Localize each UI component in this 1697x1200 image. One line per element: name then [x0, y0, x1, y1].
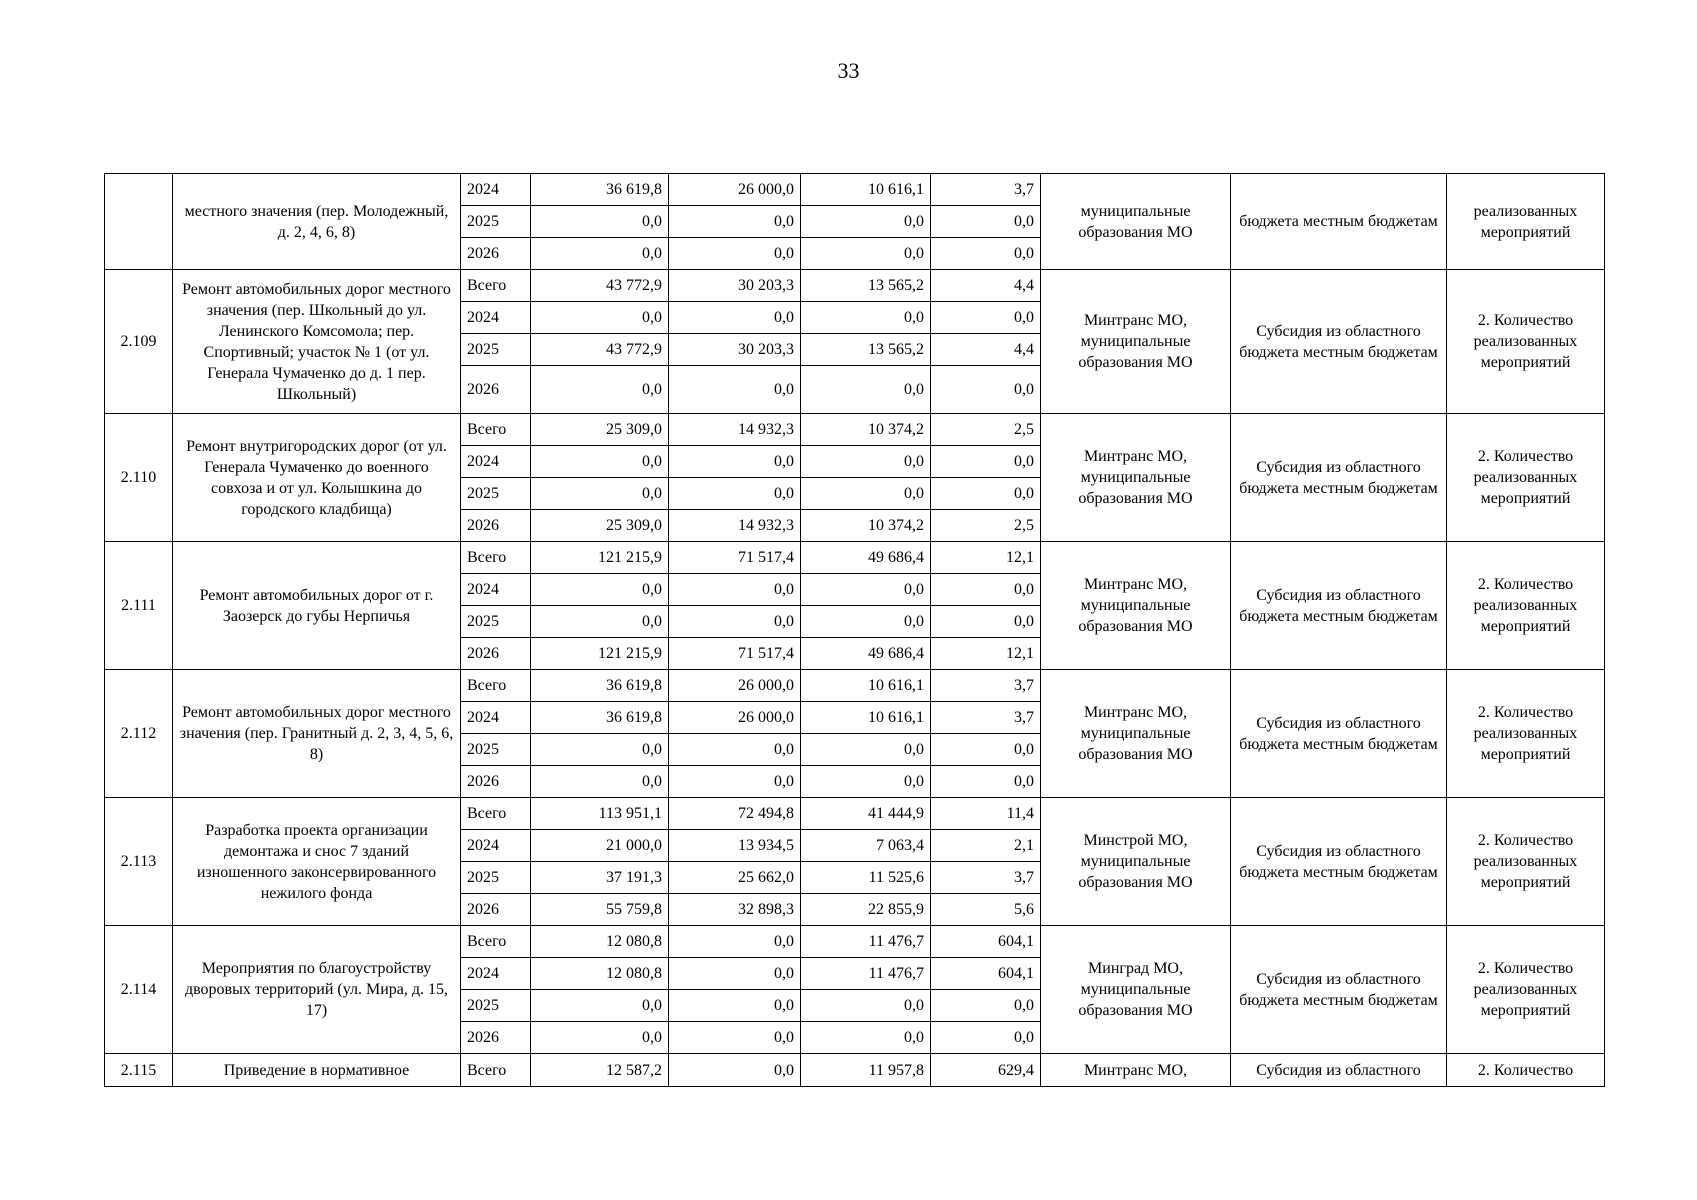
regional-budget-cell: 0,0 [669, 366, 801, 414]
period-cell: 2026 [461, 1022, 531, 1054]
federal-budget-cell: 11 525,6 [801, 862, 931, 894]
federal-budget-cell: 0,0 [801, 302, 931, 334]
period-cell: 2025 [461, 334, 531, 366]
regional-budget-cell: 13 934,5 [669, 830, 801, 862]
local-budget-cell: 4,4 [931, 270, 1041, 302]
total-cell: 0,0 [531, 606, 669, 638]
regional-budget-cell: 26 000,0 [669, 702, 801, 734]
period-cell: 2024 [461, 174, 531, 206]
total-cell: 12 080,8 [531, 926, 669, 958]
total-cell: 0,0 [531, 446, 669, 478]
indicator-cell: 2. Количество реализованных мероприятий [1447, 270, 1605, 414]
federal-budget-cell: 7 063,4 [801, 830, 931, 862]
federal-budget-cell: 0,0 [801, 366, 931, 414]
total-cell: 0,0 [531, 990, 669, 1022]
funding-source-cell: Субсидия из областного [1231, 1054, 1447, 1087]
period-cell: 2025 [461, 606, 531, 638]
total-cell: 43 772,9 [531, 334, 669, 366]
item-name: Ремонт автомобильных дорог местного значения (пер. Школьный до ул. Ленинского Комсомола; пер. Спортивный; участок № 1 (от ул. Генерала Чумаченко до д. 1 пер. Школьный) [173, 270, 461, 414]
federal-budget-cell: 0,0 [801, 238, 931, 270]
indicator-cell: 2. Количество реализованных мероприятий [1447, 798, 1605, 926]
federal-budget-cell: 11 476,7 [801, 958, 931, 990]
total-cell: 36 619,8 [531, 702, 669, 734]
total-cell: 37 191,3 [531, 862, 669, 894]
regional-budget-cell: 0,0 [669, 990, 801, 1022]
local-budget-cell: 0,0 [931, 606, 1041, 638]
total-cell: 121 215,9 [531, 638, 669, 670]
item-name: Мероприятия по благоустройству дворовых территорий (ул. Мира, д. 15, 17) [173, 926, 461, 1054]
local-budget-cell: 0,0 [931, 366, 1041, 414]
local-budget-cell: 3,7 [931, 174, 1041, 206]
indicator-cell: 2. Количество [1447, 1054, 1605, 1087]
federal-budget-cell: 0,0 [801, 574, 931, 606]
total-cell: 43 772,9 [531, 270, 669, 302]
item-number: 2.111 [105, 542, 173, 670]
funding-source-cell: Субсидия из областного бюджета местным бюджетам [1231, 798, 1447, 926]
regional-budget-cell: 0,0 [669, 574, 801, 606]
executor-cell: Минстрой МО, муниципальные образования МО [1041, 798, 1231, 926]
total-cell: 21 000,0 [531, 830, 669, 862]
regional-budget-cell: 0,0 [669, 302, 801, 334]
regional-budget-cell: 72 494,8 [669, 798, 801, 830]
total-cell: 0,0 [531, 478, 669, 510]
federal-budget-cell: 10 374,2 [801, 414, 931, 446]
regional-budget-cell: 25 662,0 [669, 862, 801, 894]
page-number: 33 [837, 58, 860, 83]
local-budget-cell: 0,0 [931, 574, 1041, 606]
item-number [105, 174, 173, 270]
period-cell: Всего [461, 414, 531, 446]
regional-budget-cell: 0,0 [669, 926, 801, 958]
federal-budget-cell: 22 855,9 [801, 894, 931, 926]
period-cell: Всего [461, 798, 531, 830]
federal-budget-cell: 49 686,4 [801, 638, 931, 670]
local-budget-cell: 0,0 [931, 446, 1041, 478]
federal-budget-cell: 13 565,2 [801, 270, 931, 302]
regional-budget-cell: 26 000,0 [669, 670, 801, 702]
funding-source-cell: Субсидия из областного бюджета местным бюджетам [1231, 270, 1447, 414]
regional-budget-cell: 0,0 [669, 958, 801, 990]
federal-budget-cell: 10 616,1 [801, 670, 931, 702]
executor-cell: Минтранс МО, муниципальные образования МО [1041, 270, 1231, 414]
federal-budget-cell: 0,0 [801, 446, 931, 478]
executor-cell: Минтранс МО, муниципальные образования МО [1041, 670, 1231, 798]
local-budget-cell: 0,0 [931, 766, 1041, 798]
table-row [105, 1054, 1605, 1087]
federal-budget-cell: 0,0 [801, 606, 931, 638]
table-row [105, 670, 1605, 702]
regional-budget-cell: 30 203,3 [669, 270, 801, 302]
local-budget-cell: 0,0 [931, 302, 1041, 334]
period-cell: Всего [461, 270, 531, 302]
item-number: 2.112 [105, 670, 173, 798]
regional-budget-cell: 0,0 [669, 1022, 801, 1054]
period-cell: Всего [461, 926, 531, 958]
item-number: 2.110 [105, 414, 173, 542]
table-row [105, 174, 1605, 206]
regional-budget-cell: 14 932,3 [669, 414, 801, 446]
local-budget-cell: 2,5 [931, 510, 1041, 542]
period-cell: 2026 [461, 366, 531, 414]
regional-budget-cell: 26 000,0 [669, 174, 801, 206]
regional-budget-cell: 0,0 [669, 606, 801, 638]
period-cell: 2026 [461, 510, 531, 542]
local-budget-cell: 2,5 [931, 414, 1041, 446]
regional-budget-cell: 14 932,3 [669, 510, 801, 542]
period-cell: 2025 [461, 478, 531, 510]
funding-source-cell: Субсидия из областного бюджета местным бюджетам [1231, 542, 1447, 670]
table-row [105, 542, 1605, 574]
total-cell: 0,0 [531, 1022, 669, 1054]
regional-budget-cell: 32 898,3 [669, 894, 801, 926]
table-row [105, 798, 1605, 830]
funding-source-cell: Субсидия из областного бюджета местным бюджетам [1231, 414, 1447, 542]
federal-budget-cell: 0,0 [801, 206, 931, 238]
regional-budget-cell: 0,0 [669, 478, 801, 510]
executor-cell: Минтранс МО, муниципальные образования МО [1041, 542, 1231, 670]
local-budget-cell: 3,7 [931, 702, 1041, 734]
table-body [105, 174, 1605, 1087]
federal-budget-cell: 13 565,2 [801, 334, 931, 366]
item-number: 2.109 [105, 270, 173, 414]
local-budget-cell: 629,4 [931, 1054, 1041, 1087]
executor-cell: муниципальные образования МО [1041, 174, 1231, 270]
local-budget-cell: 5,6 [931, 894, 1041, 926]
total-cell: 0,0 [531, 206, 669, 238]
period-cell: 2026 [461, 894, 531, 926]
indicator-cell: реализованных мероприятий [1447, 174, 1605, 270]
federal-budget-cell: 11 476,7 [801, 926, 931, 958]
item-name: Ремонт внутригородских дорог (от ул. Генерала Чумаченко до военного совхоза и от ул. Колышкина до городского кладбища) [173, 414, 461, 542]
period-cell: 2025 [461, 990, 531, 1022]
period-cell: 2024 [461, 958, 531, 990]
period-cell: 2025 [461, 862, 531, 894]
period-cell: 2024 [461, 702, 531, 734]
total-cell: 121 215,9 [531, 542, 669, 574]
local-budget-cell: 0,0 [931, 990, 1041, 1022]
indicator-cell: 2. Количество реализованных мероприятий [1447, 542, 1605, 670]
period-cell: Всего [461, 542, 531, 574]
item-number: 2.113 [105, 798, 173, 926]
item-number: 2.115 [105, 1054, 173, 1087]
indicator-cell: 2. Количество реализованных мероприятий [1447, 926, 1605, 1054]
regional-budget-cell: 71 517,4 [669, 638, 801, 670]
local-budget-cell: 0,0 [931, 478, 1041, 510]
local-budget-cell: 0,0 [931, 238, 1041, 270]
local-budget-cell: 0,0 [931, 1022, 1041, 1054]
federal-budget-cell: 49 686,4 [801, 542, 931, 574]
total-cell: 0,0 [531, 766, 669, 798]
local-budget-cell: 604,1 [931, 958, 1041, 990]
total-cell: 12 587,2 [531, 1054, 669, 1087]
local-budget-cell: 604,1 [931, 926, 1041, 958]
period-cell: 2024 [461, 830, 531, 862]
federal-budget-cell: 41 444,9 [801, 798, 931, 830]
federal-budget-cell: 10 616,1 [801, 174, 931, 206]
regional-budget-cell: 0,0 [669, 238, 801, 270]
item-name: Ремонт автомобильных дорог от г. Заозерск до губы Нерпичья [173, 542, 461, 670]
table-row [105, 926, 1605, 958]
regional-budget-cell: 0,0 [669, 1054, 801, 1087]
local-budget-cell: 11,4 [931, 798, 1041, 830]
total-cell: 55 759,8 [531, 894, 669, 926]
regional-budget-cell: 0,0 [669, 206, 801, 238]
local-budget-cell: 12,1 [931, 638, 1041, 670]
total-cell: 36 619,8 [531, 174, 669, 206]
local-budget-cell: 2,1 [931, 830, 1041, 862]
funding-source-cell: Субсидия из областного бюджета местным бюджетам [1231, 926, 1447, 1054]
regional-budget-cell: 30 203,3 [669, 334, 801, 366]
period-cell: 2026 [461, 238, 531, 270]
federal-budget-cell: 11 957,8 [801, 1054, 931, 1087]
period-cell: 2026 [461, 766, 531, 798]
period-cell: 2024 [461, 446, 531, 478]
total-cell: 25 309,0 [531, 510, 669, 542]
federal-budget-cell: 10 374,2 [801, 510, 931, 542]
executor-cell: Минтранс МО, муниципальные образования МО [1041, 414, 1231, 542]
indicator-cell: 2. Количество реализованных мероприятий [1447, 670, 1605, 798]
item-name: местного значения (пер. Молодежный, д. 2, 4, 6, 8) [173, 174, 461, 270]
total-cell: 36 619,8 [531, 670, 669, 702]
regional-budget-cell: 0,0 [669, 446, 801, 478]
item-number: 2.114 [105, 926, 173, 1054]
total-cell: 12 080,8 [531, 958, 669, 990]
regional-budget-cell: 0,0 [669, 734, 801, 766]
federal-budget-cell: 0,0 [801, 478, 931, 510]
funding-source-cell: бюджета местным бюджетам [1231, 174, 1447, 270]
period-cell: 2024 [461, 302, 531, 334]
federal-budget-cell: 0,0 [801, 1022, 931, 1054]
regional-budget-cell: 71 517,4 [669, 542, 801, 574]
table-row [105, 414, 1605, 446]
period-cell: 2025 [461, 734, 531, 766]
local-budget-cell: 3,7 [931, 670, 1041, 702]
executor-cell: Минтранс МО, [1041, 1054, 1231, 1087]
item-name: Разработка проекта организации демонтажа и снос 7 зданий изношенного законсервированного нежилого фонда [173, 798, 461, 926]
funding-source-cell: Субсидия из областного бюджета местным бюджетам [1231, 670, 1447, 798]
table-row [105, 270, 1605, 302]
period-cell: Всего [461, 1054, 531, 1087]
item-name: Приведение в нормативное [173, 1054, 461, 1087]
federal-budget-cell: 0,0 [801, 990, 931, 1022]
local-budget-cell: 0,0 [931, 734, 1041, 766]
total-cell: 0,0 [531, 366, 669, 414]
budget-table [104, 173, 1605, 1087]
federal-budget-cell: 0,0 [801, 734, 931, 766]
total-cell: 0,0 [531, 734, 669, 766]
total-cell: 25 309,0 [531, 414, 669, 446]
period-cell: 2025 [461, 206, 531, 238]
total-cell: 0,0 [531, 574, 669, 606]
period-cell: Всего [461, 670, 531, 702]
local-budget-cell: 0,0 [931, 206, 1041, 238]
regional-budget-cell: 0,0 [669, 766, 801, 798]
local-budget-cell: 12,1 [931, 542, 1041, 574]
executor-cell: Минград МО, муниципальные образования МО [1041, 926, 1231, 1054]
item-name: Ремонт автомобильных дорог местного значения (пер. Гранитный д. 2, 3, 4, 5, 6, 8) [173, 670, 461, 798]
federal-budget-cell: 10 616,1 [801, 702, 931, 734]
period-cell: 2024 [461, 574, 531, 606]
local-budget-cell: 3,7 [931, 862, 1041, 894]
total-cell: 113 951,1 [531, 798, 669, 830]
local-budget-cell: 4,4 [931, 334, 1041, 366]
total-cell: 0,0 [531, 302, 669, 334]
total-cell: 0,0 [531, 238, 669, 270]
period-cell: 2026 [461, 638, 531, 670]
indicator-cell: 2. Количество реализованных мероприятий [1447, 414, 1605, 542]
federal-budget-cell: 0,0 [801, 766, 931, 798]
